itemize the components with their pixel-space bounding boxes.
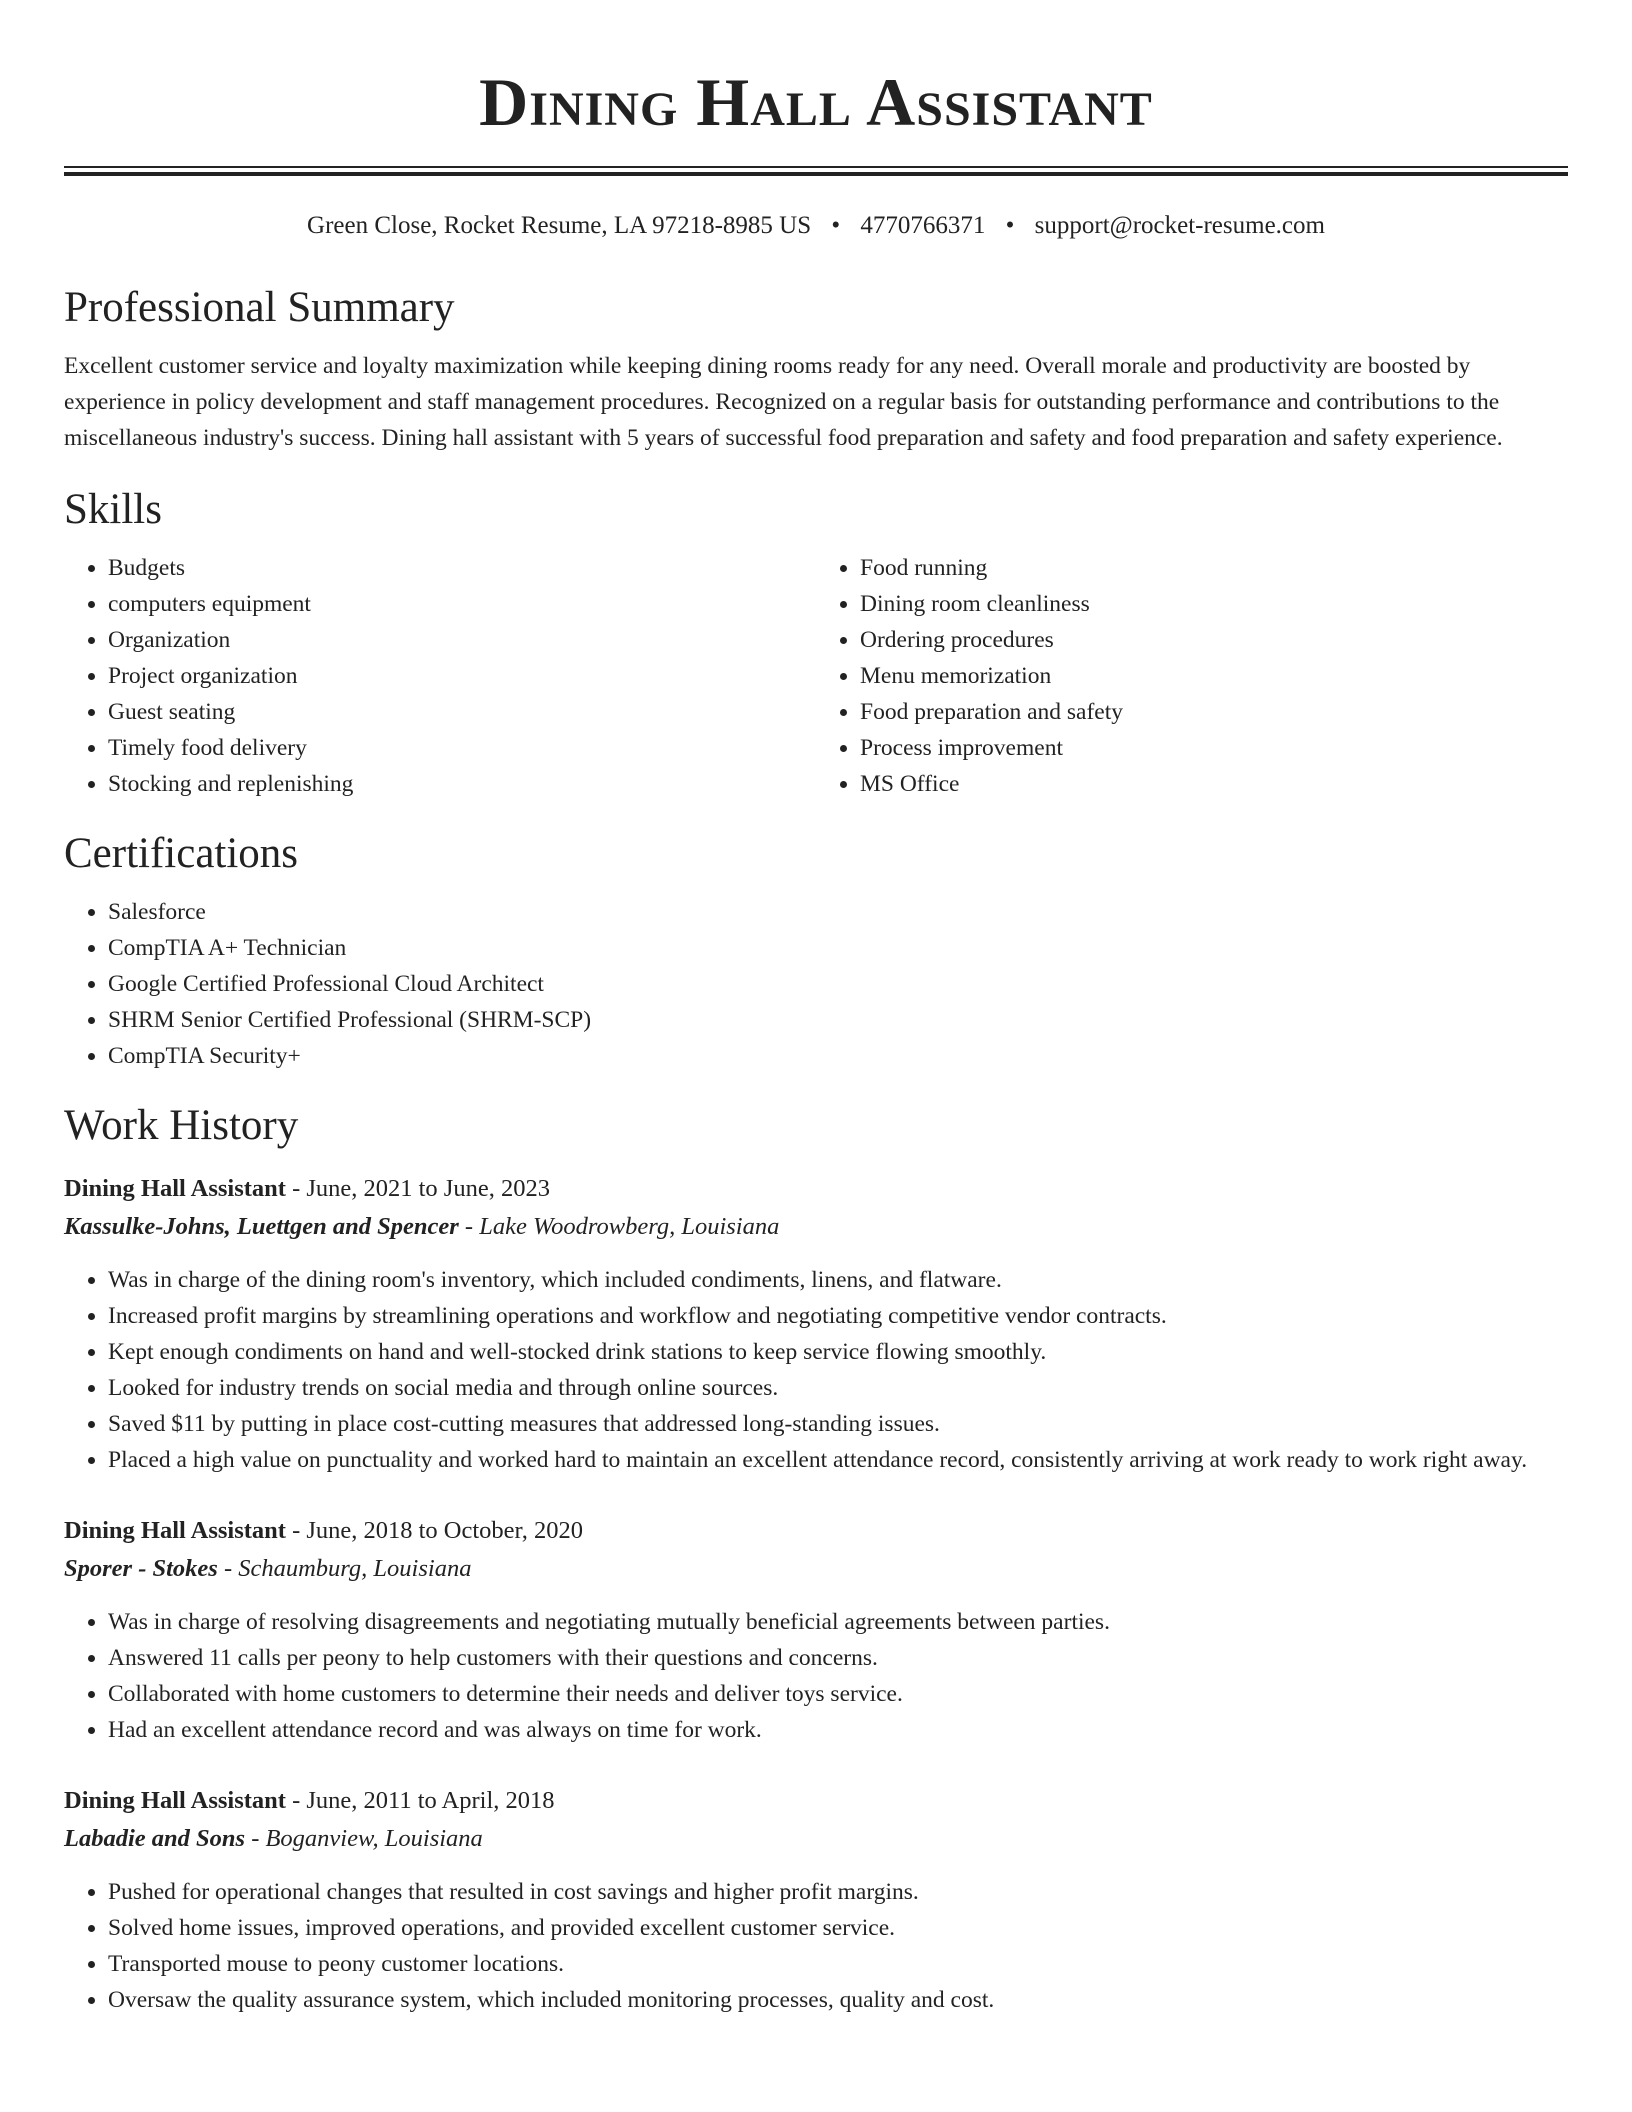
contact-address: Green Close, Rocket Resume, LA 97218-8985 US: [307, 212, 812, 239]
skill-item: • Stocking and replenishing: [108, 766, 816, 802]
skills-list-right: [816, 550, 1568, 802]
skill-item: • Process improvement: [860, 730, 1568, 766]
job-company-line: [64, 1208, 1568, 1246]
job-title-line: [64, 1512, 1568, 1550]
skill-item: • Organization: [108, 622, 816, 658]
job-company: Kassulke-Johns, Luettgen and Spencer: [64, 1213, 459, 1240]
job-bullet: • Placed a high value on punctuality and worked hard to maintain an excellent attendance record, consistently arriving at work ready to work right away.: [108, 1442, 1568, 1478]
certifications-heading: Certifications: [64, 830, 299, 877]
skills-heading: Skills: [64, 486, 162, 533]
skill-item: • Menu memorization: [860, 658, 1568, 694]
certifications-list: [64, 894, 1568, 1074]
job-location: - Lake Woodrowberg, Louisiana: [458, 1213, 780, 1240]
job-title: Dining Hall Assistant: [64, 1517, 286, 1544]
contact-email: support@rocket-resume.com: [1034, 212, 1325, 239]
certification-item: • Google Certified Professional Cloud Architect: [108, 966, 1568, 1002]
skill-item: • computers equipment: [108, 586, 816, 622]
work-history-heading: Work History: [64, 1102, 299, 1149]
job-bullets: [64, 1874, 1568, 2018]
job-bullet: • Had an excellent attendance record and was always on time for work.: [108, 1712, 1568, 1748]
job-entry: [64, 1170, 1568, 1478]
certification-item: • CompTIA Security+: [108, 1038, 1568, 1074]
title-divider: [64, 166, 1568, 176]
contact-separator: •: [1005, 212, 1015, 239]
job-title: Dining Hall Assistant: [64, 1787, 286, 1814]
job-company-line: [64, 1550, 1568, 1588]
job-bullets: [64, 1604, 1568, 1748]
job-dates: - June, 2018 to October, 2020: [285, 1517, 583, 1544]
skill-item: • Timely food delivery: [108, 730, 816, 766]
job-company: Sporer - Stokes: [64, 1555, 218, 1582]
skill-item: • MS Office: [860, 766, 1568, 802]
skill-item: • Dining room cleanliness: [860, 586, 1568, 622]
skills-list-left: [64, 550, 816, 802]
job-location: - Boganview, Louisiana: [245, 1825, 483, 1852]
skill-item: • Guest seating: [108, 694, 816, 730]
job-bullet: • Was in charge of the dining room's inventory, which included condiments, linens, and flatware.: [108, 1262, 1568, 1298]
job-bullet: • Solved home issues, improved operations, and provided excellent customer service.: [108, 1910, 1568, 1946]
job-company-line: [64, 1820, 1568, 1858]
certification-item: • Salesforce: [108, 894, 1568, 930]
summary-text: Excellent customer service and loyalty maximization while keeping dining rooms ready for any need. Overall morale and productivity are boosted by experience in policy development and staff management procedures. Recognized on a regular basis for outstanding performance and contributions to the miscellaneous industry's success. Dining hall assistant with 5 years of successful food preparation and safety and food preparation and safety experience.: [64, 353, 1503, 451]
skills-columns: [64, 550, 1568, 802]
job-entry: [64, 1512, 1568, 1748]
skill-item: • Project organization: [108, 658, 816, 694]
job-bullet: • Transported mouse to peony customer locations.: [108, 1946, 1568, 1982]
resume-title: Dining Hall Assistant: [479, 64, 1153, 140]
job-bullet: • Increased profit margins by streamlining operations and workflow and negotiating competitive vendor contracts.: [108, 1298, 1568, 1334]
contact-line: [64, 210, 1568, 242]
job-title-line: [64, 1170, 1568, 1208]
job-bullet: • Pushed for operational changes that resulted in cost savings and higher profit margins.: [108, 1874, 1568, 1910]
skill-item: • Food running: [860, 550, 1568, 586]
job-bullet: • Oversaw the quality assurance system, which included monitoring processes, quality and cost.: [108, 1982, 1568, 2018]
job-bullet: • Kept enough condiments on hand and well-stocked drink stations to keep service flowing smoothly.: [108, 1334, 1568, 1370]
contact-separator: •: [831, 212, 841, 239]
job-title: Dining Hall Assistant: [64, 1175, 286, 1202]
contact-phone: 4770766371: [860, 212, 986, 239]
job-bullet: • Looked for industry trends on social media and through online sources.: [108, 1370, 1568, 1406]
summary-heading: Professional Summary: [64, 284, 455, 331]
job-bullet: • Was in charge of resolving disagreements and negotiating mutually beneficial agreements between parties.: [108, 1604, 1568, 1640]
job-bullets: [64, 1262, 1568, 1478]
job-title-line: [64, 1782, 1568, 1820]
job-bullet: • Collaborated with home customers to determine their needs and deliver toys service.: [108, 1676, 1568, 1712]
skill-item: • Ordering procedures: [860, 622, 1568, 658]
job-entry: [64, 1782, 1568, 2018]
job-bullet: • Answered 11 calls per peony to help customers with their questions and concerns.: [108, 1640, 1568, 1676]
job-dates: - June, 2011 to April, 2018: [285, 1787, 555, 1814]
job-dates: - June, 2021 to June, 2023: [285, 1175, 550, 1202]
job-company: Labadie and Sons: [64, 1825, 246, 1852]
job-location: - Schaumburg, Louisiana: [217, 1555, 472, 1582]
skill-item: • Food preparation and safety: [860, 694, 1568, 730]
certification-item: • CompTIA A+ Technician: [108, 930, 1568, 966]
certification-item: • SHRM Senior Certified Professional (SHRM-SCP): [108, 1002, 1568, 1038]
job-bullet: • Saved $11 by putting in place cost-cutting measures that addressed long-standing issues.: [108, 1406, 1568, 1442]
skill-item: • Budgets: [108, 550, 816, 586]
